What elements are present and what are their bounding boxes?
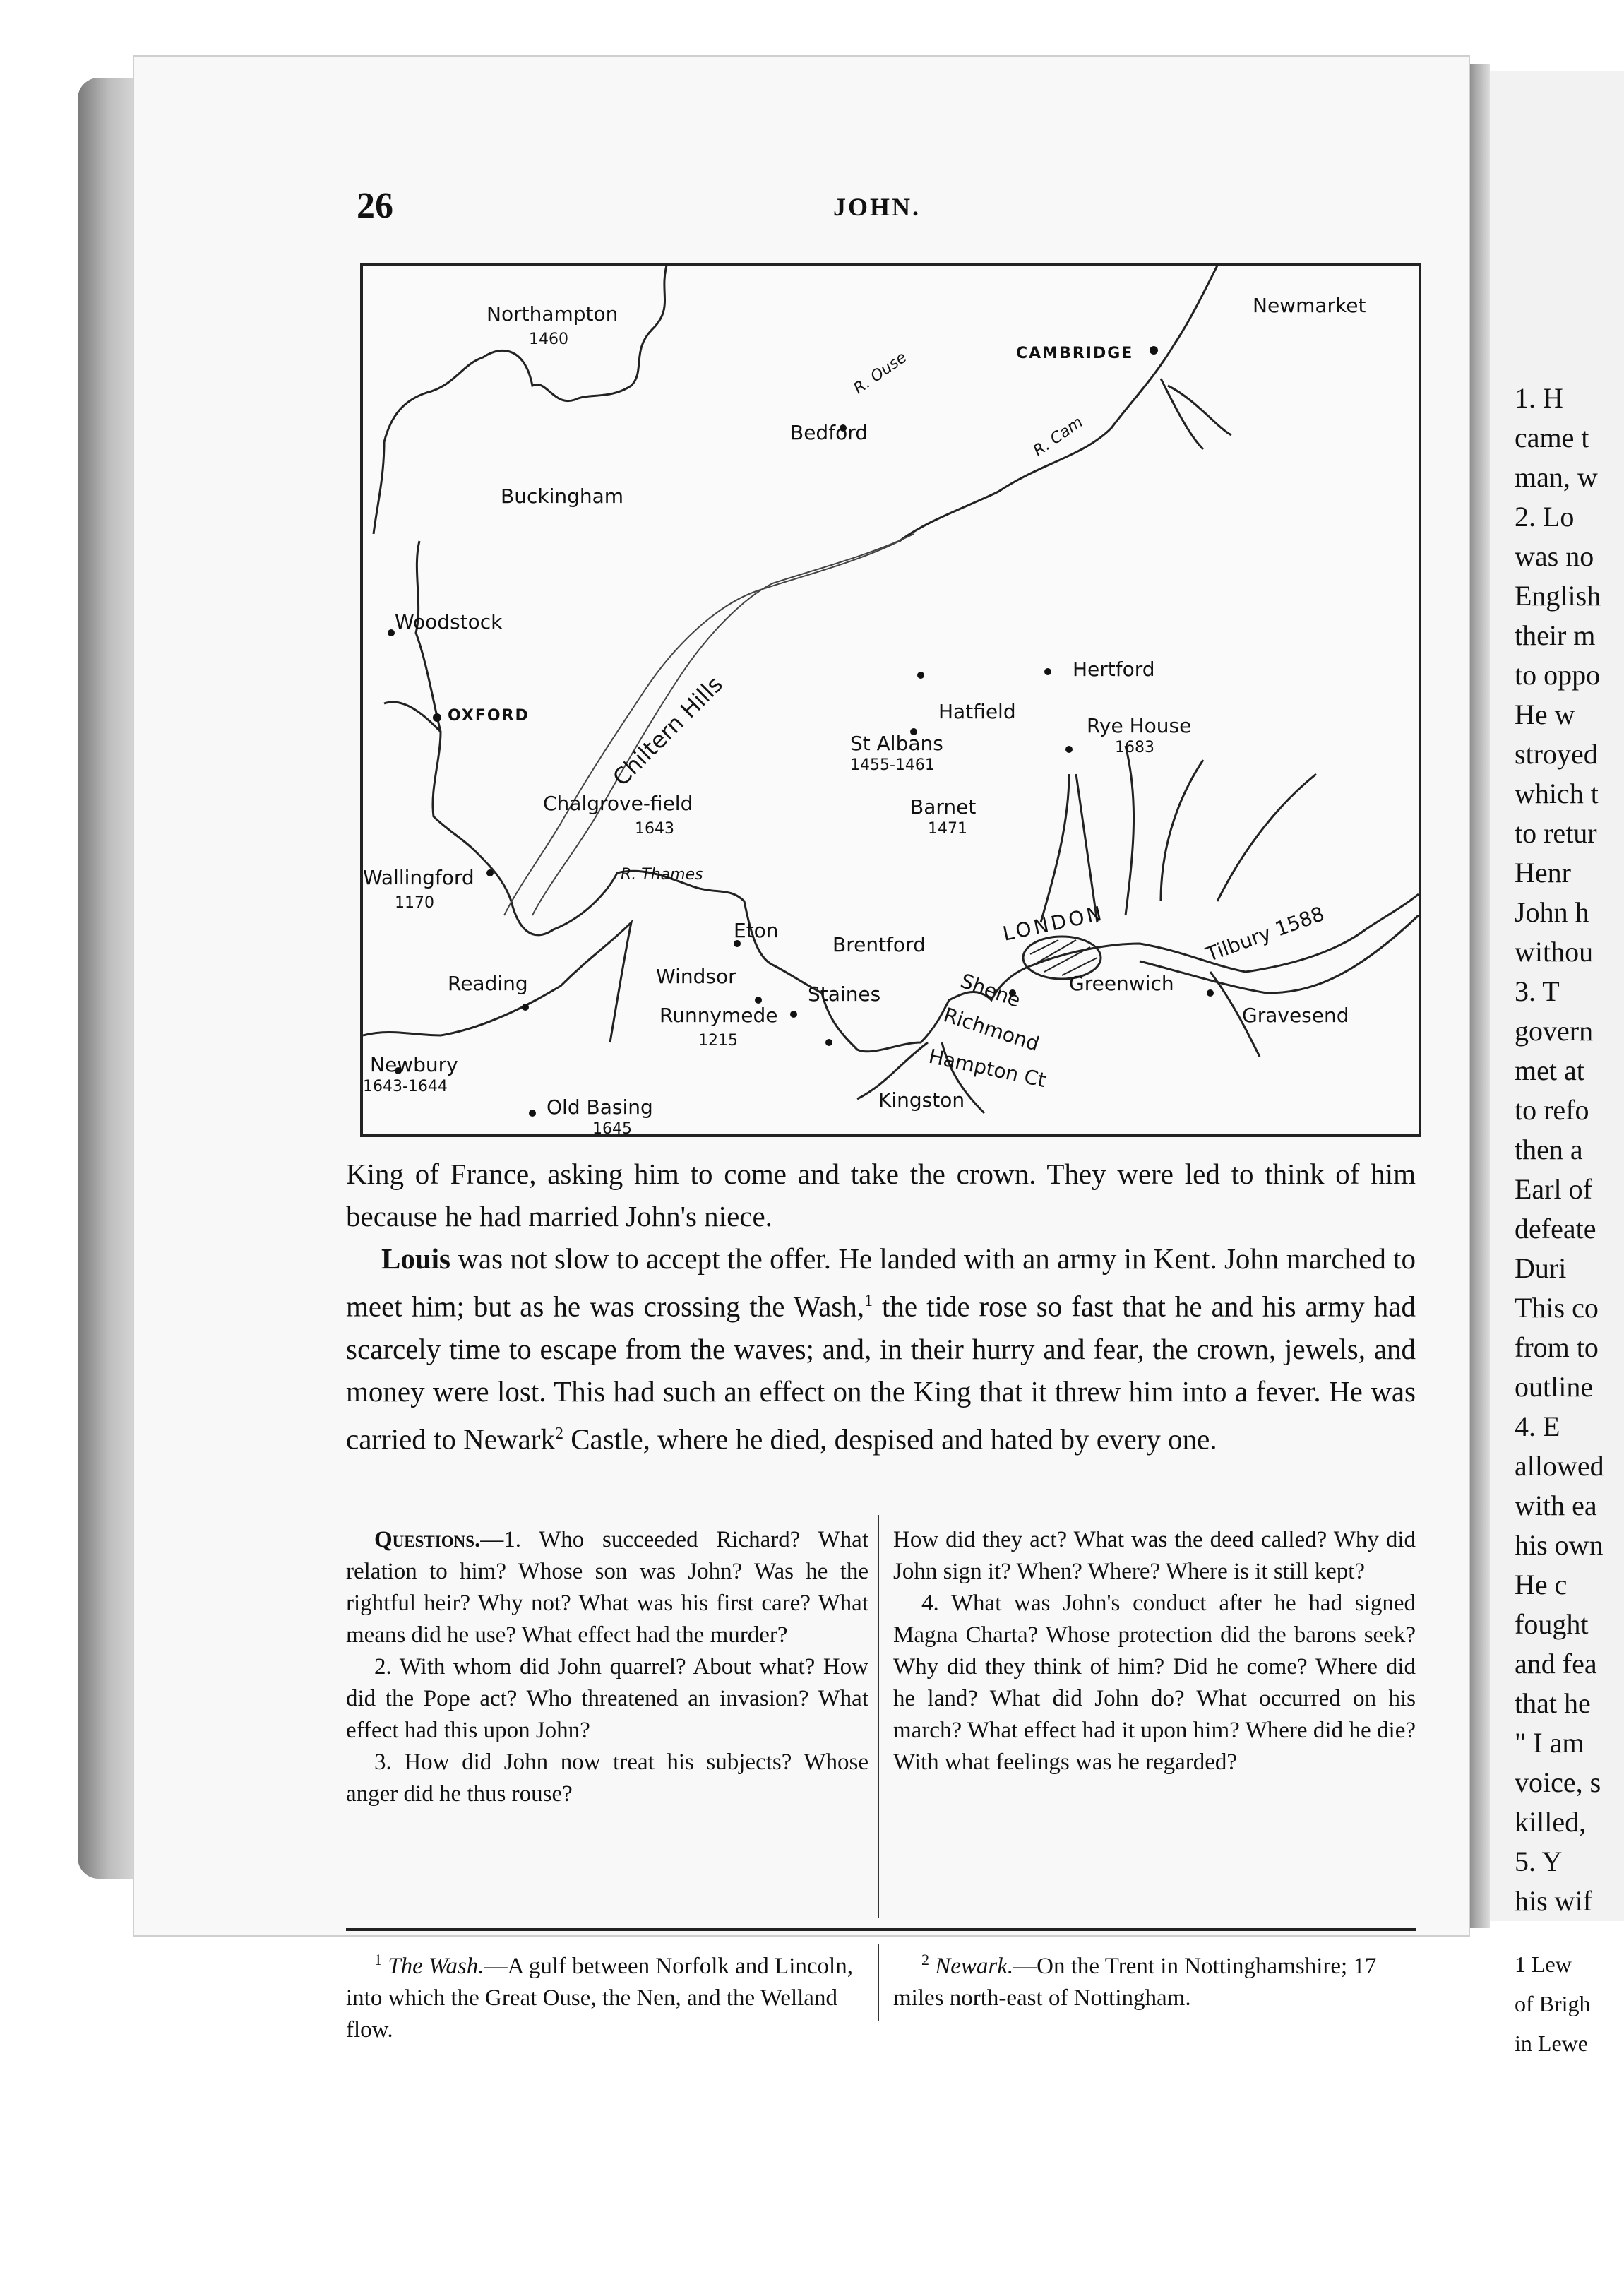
- body-p2-part-b: the tide rose so fast that he and his army had scarcely time to escape from the waves; and, in their hurry and fear, the crown, jewels, and money were lost. This had such an effect on the King that it threw him into a fever. He was carried to Newark: [346, 1290, 1416, 1456]
- next-page-line: allowed: [1515, 1450, 1604, 1482]
- question-3: 3. How did John now treat his subjects? Whose anger did he thus rouse?: [346, 1749, 868, 1807]
- next-page-line: 1. H: [1515, 382, 1563, 414]
- questions-right-column: [893, 1524, 1416, 1778]
- body-p2-part-c: Castle, where he died, despised and hated by every one.: [563, 1422, 1217, 1456]
- body-paragraph-2: [346, 1237, 1416, 1460]
- map-label-tilbury: Tilbury 1588: [1202, 901, 1327, 967]
- map-label-northampton-year: 1460: [529, 331, 568, 348]
- map-label-buckingham: Buckingham: [501, 485, 624, 508]
- footnote-2: $^2$ Newark.—On the Trent in Nottinghamshire; 17 miles north-east of Nottingham.: [893, 1951, 1377, 2011]
- map-label-northampton: Northampton: [486, 302, 619, 326]
- next-page-line: He c: [1515, 1569, 1568, 1600]
- questions-left-column: [346, 1524, 868, 1810]
- next-page-line: 2. Lo: [1515, 501, 1575, 533]
- map-label-woodstock: Woodstock: [395, 610, 503, 634]
- next-page-line: then a: [1515, 1134, 1583, 1165]
- map-label-cambridge: CAMBRIDGE: [1016, 345, 1134, 362]
- map-label-newmarket: Newmarket: [1253, 294, 1366, 317]
- next-page-line: to retur: [1515, 817, 1597, 849]
- next-page-line: voice, s: [1515, 1766, 1601, 1798]
- next-page-line: met at: [1515, 1054, 1584, 1086]
- map-label-kingston: Kingston: [878, 1088, 965, 1112]
- question-4: 4. What was John's conduct after he had signed Magna Charta? Whose protection did the barons seek? Why did they think of him? Did he come? Where did he land? What did John do? What occurred on his march? What effect had it upon him? Where did he die? With what feelings was he regarded?: [893, 1591, 1416, 1775]
- map-label-old-basing-year: 1645: [592, 1120, 632, 1138]
- next-page-line: stroyed: [1515, 738, 1598, 770]
- map-label-hampton-ct: Hampton Ct: [926, 1044, 1049, 1093]
- map-label-greenwich: Greenwich: [1069, 972, 1174, 995]
- map-label-staines: Staines: [808, 982, 881, 1006]
- questions-heading: Questions.: [374, 1527, 481, 1552]
- map-label-windsor: Windsor: [656, 965, 736, 988]
- map-label-wallingford-year: 1170: [395, 894, 434, 912]
- next-page-line: from to: [1515, 1331, 1599, 1363]
- map-label-wallingford: Wallingford: [363, 866, 474, 889]
- next-page-line: killed,: [1515, 1806, 1587, 1838]
- next-page-line: govern: [1515, 1015, 1594, 1047]
- page-number: 26: [357, 186, 393, 226]
- map-label-r-ouse: R. Ouse: [850, 348, 910, 398]
- chiltern-hills: [504, 541, 900, 915]
- map-label-chalgrove-field: Chalgrove-field: [543, 792, 693, 815]
- footnote-1: $^1$ The Wash.—A gulf between Norfolk and Lincoln, into which the Great Ouse, the Nen, and the Welland flow.: [346, 1951, 853, 2043]
- question-2: 2. With whom did John quarrel? About what? How did the Pope act? Who threatened an invasion? What effect had this upon John?: [346, 1654, 868, 1743]
- next-page-line: to refo: [1515, 1094, 1589, 1126]
- next-page-line: " I am: [1515, 1727, 1584, 1759]
- next-page-line: and fea: [1515, 1648, 1597, 1680]
- historical-map: [360, 263, 1421, 1137]
- map-label-oxford: OXFORD: [448, 707, 530, 725]
- next-page-line: of Brigh: [1515, 1991, 1591, 2016]
- map-label-st-albans: St Albans: [850, 732, 943, 755]
- next-page-line: English: [1515, 580, 1601, 612]
- map-label-hatfield: Hatfield: [938, 700, 1016, 723]
- map-label-richmond: Richmond: [941, 1003, 1042, 1056]
- next-page-line: He w: [1515, 699, 1575, 730]
- next-page-line: his own: [1515, 1529, 1604, 1561]
- next-page-line: that he: [1515, 1687, 1591, 1719]
- map-label-runnymede: Runnymede: [659, 1004, 778, 1027]
- next-page-line: defeate: [1515, 1213, 1596, 1244]
- next-page-line: his wif: [1515, 1885, 1592, 1917]
- map-label-bedford: Bedford: [790, 421, 868, 444]
- river-cam: [900, 266, 1217, 541]
- next-page-line: was no: [1515, 540, 1594, 572]
- map-label-gravesend: Gravesend: [1242, 1004, 1349, 1027]
- map-label-rye-house: Rye House: [1087, 714, 1192, 737]
- next-page-line: their m: [1515, 619, 1596, 651]
- map-label-r-cam: R. Cam: [1030, 413, 1087, 460]
- map-label-r-thames: R. Thames: [621, 866, 703, 884]
- next-page-line: 4. E: [1515, 1410, 1560, 1442]
- body-text: [346, 1153, 1416, 1460]
- footnote-ref-1: 1: [864, 1292, 873, 1310]
- question-3-continued: How did they act? What was the deed called? Why did John sign it? When? Where? Where is it still kept?: [893, 1527, 1416, 1584]
- running-head: JOHN.: [833, 193, 921, 221]
- footnote-rule: [346, 1928, 1416, 1931]
- next-page-line: Henr: [1515, 857, 1571, 889]
- body-lead-word: Louis: [381, 1242, 450, 1275]
- column-divider: [878, 1515, 879, 1918]
- map-label-brentford: Brentford: [832, 933, 926, 956]
- next-page-line: 3. T: [1515, 975, 1560, 1007]
- next-page-line: which t: [1515, 778, 1599, 809]
- map-label-shene: Shene: [957, 968, 1024, 1013]
- map-label-newbury: Newbury: [370, 1053, 458, 1076]
- map-label-st-albans-year: 1455-1461: [850, 756, 935, 774]
- map-label-reading: Reading: [448, 972, 528, 995]
- next-page-line: Duri: [1515, 1252, 1567, 1284]
- map-label-rye-house-year: 1683: [1115, 739, 1154, 756]
- next-page-line: with ea: [1515, 1490, 1597, 1521]
- next-page-line: 1 Lew: [1515, 1951, 1572, 1977]
- next-page-line: fought: [1515, 1608, 1589, 1640]
- map-label-newbury-year: 1643-1644: [363, 1078, 448, 1095]
- map-label-london: LONDON: [1001, 901, 1106, 946]
- map-label-chiltern-hills: Chiltern Hills: [607, 670, 728, 792]
- body-p2-part-a: was not slow to accept the offer. He landed with an army in Kent. John marched to meet him; but as he was crossing the Wash,: [346, 1242, 1416, 1323]
- map-label-barnet: Barnet: [910, 795, 977, 819]
- next-page-line: man, w: [1515, 461, 1598, 493]
- next-page-line: in Lewe: [1515, 2031, 1588, 2056]
- body-paragraph-1: King of France, asking him to come and take the crown. They were led to think of him because he had married John's niece.: [346, 1158, 1416, 1232]
- map-label-runnymede-year: 1215: [698, 1032, 738, 1050]
- next-page-line: This co: [1515, 1292, 1599, 1324]
- river-cherwell: [416, 541, 441, 732]
- map-label-hertford: Hertford: [1073, 658, 1155, 681]
- map-label-eton: Eton: [734, 919, 779, 942]
- question-1: Questions.—1. Who succeeded Richard? What relation to him? Whose son was John? Was he the rightful heir? Why not? What was his first care? What means did he use? What effect had the murder?: [346, 1527, 868, 1648]
- footnote-ref-2: 2: [554, 1424, 563, 1443]
- next-page-line: to oppo: [1515, 659, 1601, 691]
- next-page-line: outline: [1515, 1371, 1594, 1403]
- map-label-barnet-year: 1471: [928, 820, 967, 838]
- map-label-chalgrove-year: 1643: [635, 820, 674, 838]
- next-page-line: Earl of: [1515, 1173, 1592, 1205]
- next-page-line: came t: [1515, 422, 1589, 453]
- footnote-divider: [878, 1944, 879, 2021]
- map-label-old-basing: Old Basing: [547, 1095, 653, 1119]
- next-page-line: withou: [1515, 936, 1594, 968]
- next-page-line: 5. Y: [1515, 1846, 1563, 1877]
- next-page-line: John h: [1515, 896, 1589, 928]
